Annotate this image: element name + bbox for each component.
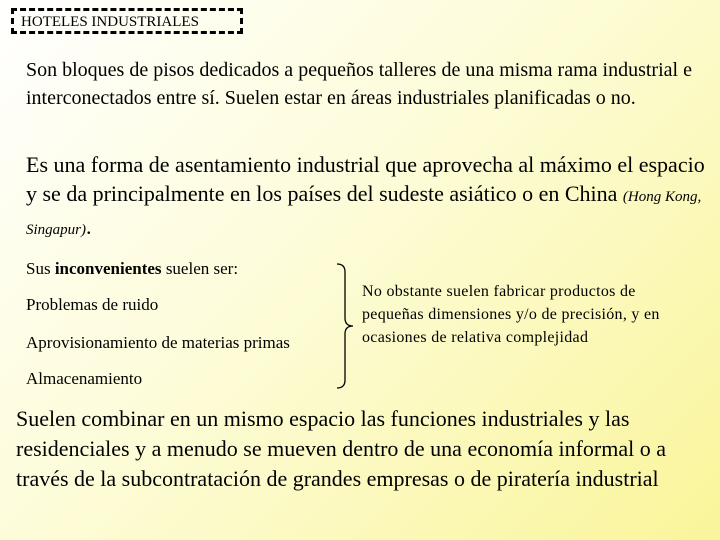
drawbacks-suffix: suelen ser: — [161, 259, 239, 278]
brace-icon — [333, 262, 357, 390]
drawbacks-heading — [26, 258, 238, 280]
production-note: No obstante suelen fabricar productos de pequeñas dimensiones y/o de precisión, y en ocasiones de relativa complejidad — [362, 283, 660, 346]
slide-title: HOTELES INDUSTRIALES — [11, 8, 243, 34]
drawbacks-keyword: inconvenientes — [54, 259, 162, 278]
settlement-text: Es una forma de asentamiento industrial que aprovecha al máximo el espacio y se da principalmente en los países del sudeste asiático o en China — [26, 152, 705, 206]
drawback-item: Aprovisionamiento de materias primas — [26, 333, 290, 352]
drawback-item: Almacenamiento — [26, 369, 143, 388]
settlement-examples: (Hong Kong, Singapur) — [26, 189, 702, 238]
definition-paragraph: Son bloques de pisos dedicados a pequeños talleres de una misma rama industrial e interconectados entre sí. Suelen estar en áreas industriales planificadas o no. — [26, 59, 692, 109]
settlement-paragraph — [26, 150, 716, 245]
closing-paragraph: Suelen combinar en un mismo espacio las funciones industriales y las residenciales y a menudo se mueven dentro de una economía informal o a través de la subcontratación de grandes empresas o de piratería industrial — [16, 406, 666, 491]
drawback-item: Problemas de ruido — [26, 295, 159, 314]
drawbacks-prefix: Sus — [26, 259, 55, 278]
settlement-end: . — [86, 214, 92, 239]
